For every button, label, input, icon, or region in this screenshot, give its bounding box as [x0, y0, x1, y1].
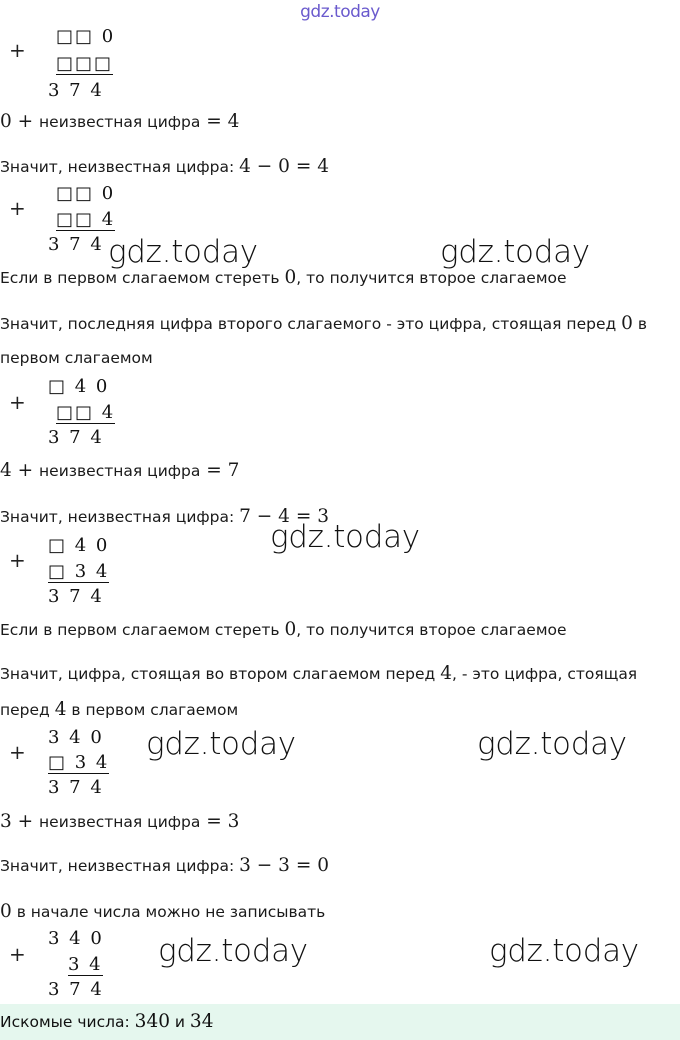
addend-1: □□ 0: [56, 26, 116, 47]
watermark: gdz.today: [108, 234, 258, 270]
addend-2: □□□: [56, 53, 114, 74]
text-line: 0 + неизвестная цифра = 4: [0, 111, 240, 132]
plus-sign: +: [9, 548, 26, 572]
addend-2: □ 3 4: [48, 561, 110, 582]
sum: 3 7 4: [48, 234, 104, 255]
text-line: 3 + неизвестная цифра = 3: [0, 811, 240, 832]
sum: 3 7 4: [48, 979, 104, 1000]
addend-2: □ 3 4: [48, 752, 110, 773]
addend-1: 3 4 0: [48, 727, 104, 748]
sum: 3 7 4: [48, 777, 104, 798]
watermark: gdz.today: [158, 933, 308, 969]
addend-1: □ 4 0: [48, 535, 110, 556]
addend-2: □□ 4: [56, 209, 116, 230]
text-line: Значит, неизвестная цифра: 4 − 0 = 4: [0, 156, 329, 177]
plus-sign: +: [9, 942, 26, 966]
watermark-top: gdz.today: [300, 2, 380, 22]
text-line: Значит, цифра, стоящая во втором слагаемом перед 4, - это цифра, стоящая: [0, 663, 638, 684]
plus-sign: +: [9, 38, 26, 62]
text-line: перед 4 в первом слагаемом: [0, 699, 239, 720]
text-line: 4 + неизвестная цифра = 7: [0, 460, 240, 481]
addend-1: □ 4 0: [48, 376, 110, 397]
watermark: gdz.today: [440, 234, 590, 270]
text-line: Значит, последняя цифра второго слагаемого - это цифра, стоящая перед 0 в: [0, 313, 647, 334]
watermark: gdz.today: [270, 519, 420, 555]
watermark: gdz.today: [489, 933, 639, 969]
text-line: Значит, неизвестная цифра: 7 − 4 = 3: [0, 506, 329, 527]
text-line: первом слагаемом: [0, 349, 153, 367]
addend-1: □□ 0: [56, 183, 116, 204]
text-line: Значит, неизвестная цифра: 3 − 3 = 0: [0, 855, 329, 876]
plus-sign: +: [9, 740, 26, 764]
text-line: 0 в начале числа можно не записывать: [0, 901, 326, 922]
text-line: Если в первом слагаемом стереть 0, то получится второе слагаемое: [0, 267, 567, 288]
watermark: gdz.today: [477, 726, 627, 762]
addend-2: □□ 4: [56, 402, 116, 423]
addend-1: 3 4 0: [48, 928, 104, 949]
answer-text: Искомые числа: 340 и 34: [0, 1011, 214, 1032]
plus-sign: +: [9, 390, 26, 414]
sum: 3 7 4: [48, 586, 104, 607]
sum: 3 7 4: [48, 427, 104, 448]
plus-sign: +: [9, 196, 26, 220]
addend-2: 3 4: [68, 954, 103, 975]
watermark: gdz.today: [146, 726, 296, 762]
text-line: Если в первом слагаемом стереть 0, то получится второе слагаемое: [0, 619, 567, 640]
sum: 3 7 4: [48, 80, 104, 101]
